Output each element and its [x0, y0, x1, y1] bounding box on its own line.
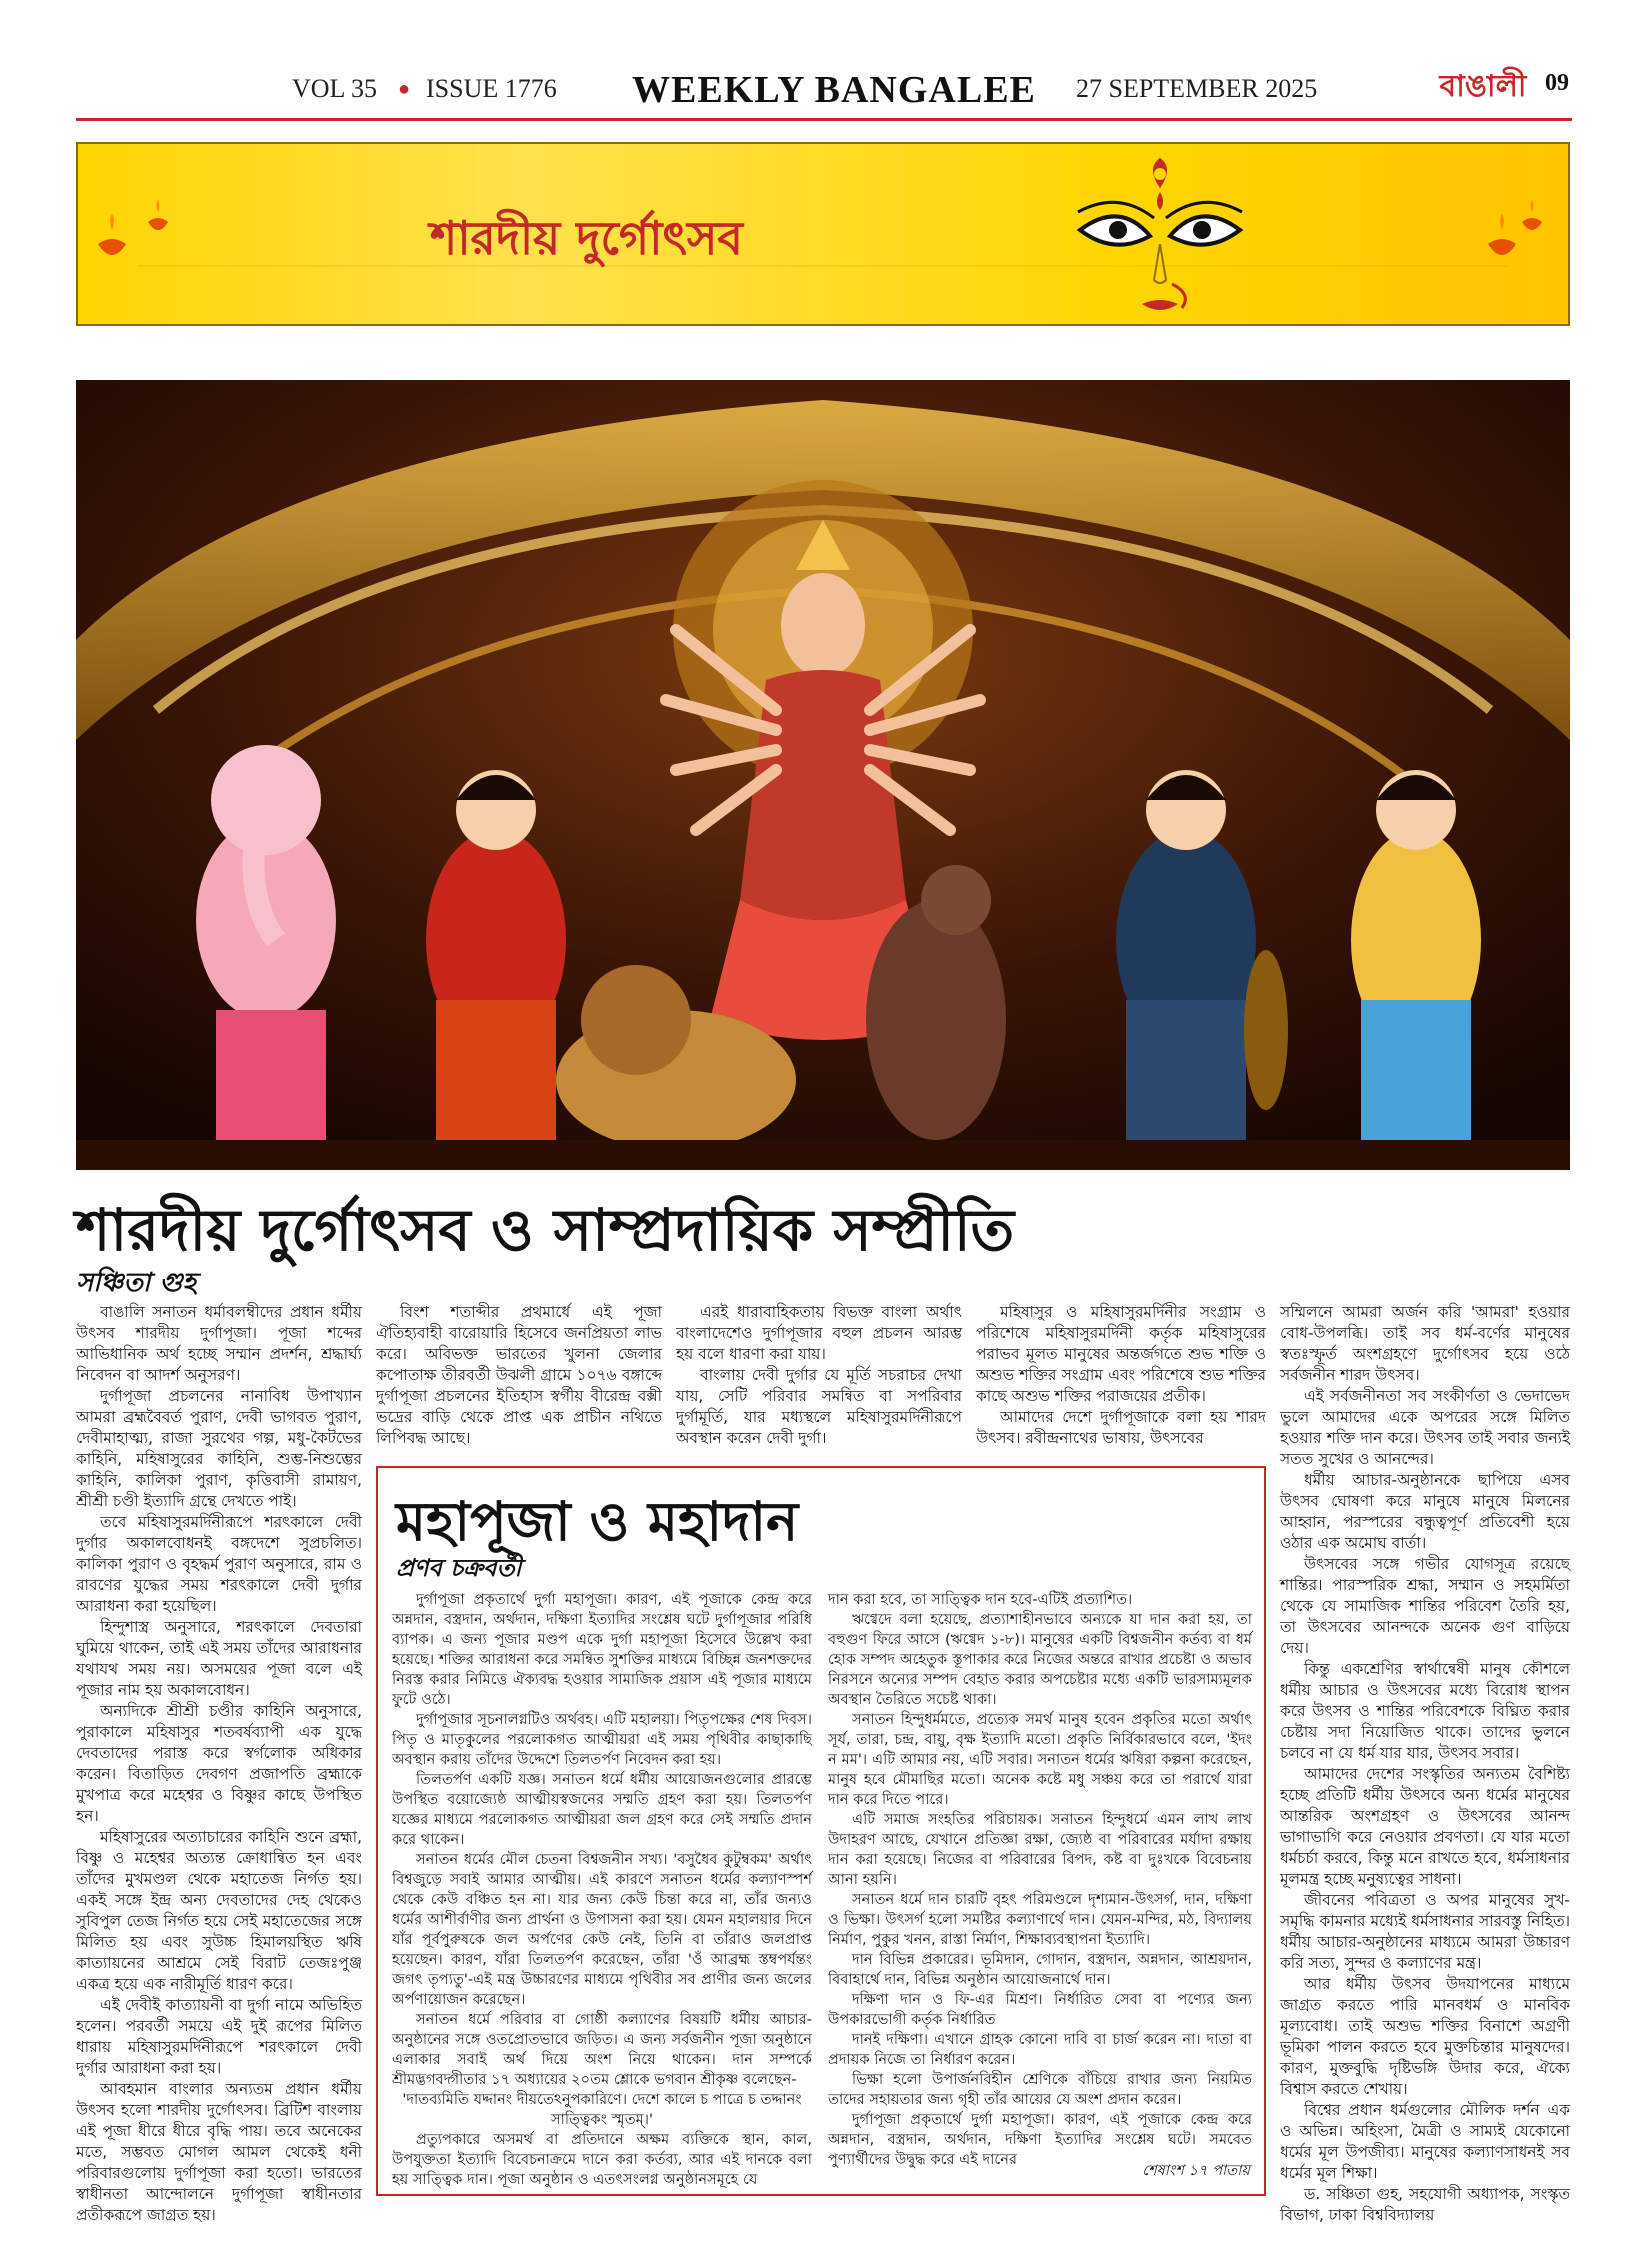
page-number: 09: [1545, 70, 1569, 96]
sidebar-byline: প্রণব চক্রবর্তী: [396, 1554, 522, 1582]
article-column-1: বাঙালি সনাতন ধর্মাবলম্বীদের প্রধান ধর্মীয় উৎসব শারদীয় দুর্গাপূজা। পূজা শব্দের আভিধানিক অর্থ হচ্ছে সম্মান প্রদর্শন, শ্রদ্ধার্ঘ্য নিবেদন বা আদর্শ অনুসরণ। দুর্গাপূজা প্রচলনের নানাবিধ উপাখ্যান আমরা ব্রহ্মবৈবর্ত পুরাণ, দেবী ভাগবত পুরাণ, দেবীমাহাত্ম্য, রাজা সুরথের গল্প, মধু-কৈটভের কাহিনি, মহিষাসুরের কাহিনি, শুম্ভ-নিশুম্ভের কাহিনি, কালিকা পুরাণ, কৃত্তিবাসী রামায়ণ, শ্রীশ্রী চণ্ডী ইত্যাদি গ্রন্থে দেখতে পাই। তবে মহিষাসুরমর্দিনীরূপে শরৎকালে দেবী দুর্গার অকালবোধনই বঙ্গদেশে সুপ্রচলিত। কালিকা পুরাণ ও বৃহদ্ধর্ম পুরাণ অনুসারে, রাম ও রাবণের যুদ্ধের সময় শরৎকালে দেবী দুর্গার আরাধনা করা হয়েছিল। হিন্দুশাস্ত্র অনুসারে, শরৎকালে দেবতারা ঘুমিয়ে থাকেন, তাই এই সময় তাঁদের আরাধনার যথাযথ সময় নয়। অসময়ের পূজা বলে এই পূজার নাম হয় অকালবোধন। অন্যদিকে শ্রীশ্রী চণ্ডীর কাহিনি অনুসারে, পুরাকালে মহিষাসুর শতবর্ষব্যাপী এক যুদ্ধে দেবতাদের পরাস্ত করে স্বর্গলোক অধিকার করেন। বিতাড়িত দেবগণ প্রজাপতি ব্রহ্মাকে মুখপাত্র করে মহেশ্বর ও বিষ্ণুর কাছে উপস্থিত হন। মহিষাসুরের অত্যাচারের কাহিনি শুনে ব্রহ্মা, বিষ্ণু ও মহেশ্বর অত্যন্ত ক্রোধান্বিত হন এবং তাঁদের মুখমণ্ডল থেকে মহাতেজ নির্গত হয়। একই সঙ্গে ইন্দ্র অন্য দেবতাদের দেহ থেকেও সুবিপুল তেজ নির্গত হয়ে সেই মহাতেজের সঙ্গে মিলিত হয় এবং সুউচ্চ হিমালয়স্থিত ঋষি কাত্যায়নের আশ্রমে সেই বিরাট তেজঃপুঞ্জ একত্র হয়ে এক নারীমূর্তি ধারণ করে। এই দেবীই কাত্যায়নী বা দুর্গা নামে অভিহিত হলেন। পরবর্তী সময়ে এই দুই রূপের মিলিত ধারায় মহিষাসুরমর্দিনীরূপে শরৎকালে দেবী দুর্গার আরাধনা করা হয়। আবহমান বাংলার অন্যতম প্রধান ধর্মীয় উৎসব হলো শারদীয় দুর্গোৎসব। ব্রিটিশ বাংলায় এই পূজা ধীরে ধীরে বৃদ্ধি পায়। তবে অনেকের মতে, সম্ভবত মোগল আমল থেকেই ধনী পরিবারগুলোয় দুর্গাপূজা করা হতো। ভারতের স্বাধীনতা আন্দোলনে দুর্গাপূজা স্বাধীনতার প্রতীকরূপে জাগ্রত হয়।: [76, 1303, 362, 2224]
durga-idol-photo: [76, 380, 1570, 1170]
issue-date: 27 SEPTEMBER 2025: [1076, 74, 1318, 103]
article-headline: শারদীয় দুর্গোৎসব ও সাম্প্রদায়িক সম্প্রীতি: [76, 1196, 1015, 1264]
article-byline: সঞ্চিতা গুহ: [76, 1268, 197, 1298]
durga-idol-illustration: [76, 380, 1570, 1170]
issue-label: ISSUE 1776: [426, 74, 557, 103]
continued-note: শেষাংশ ১৭ পাতায়: [1142, 2162, 1250, 2179]
sidebar-title: মহাপূজা ও মহাদান: [396, 1490, 799, 1553]
volume-label: VOL 35: [292, 74, 377, 103]
sidebar-column-right: দান করা হবে, তা সাত্ত্বিক দান হবে-এটিই প্রত্যাশিত। ঋগ্বেদে বলা হয়েছে, প্রত্যাশাহীনভাবে অন্যকে যা দান করা হয়, তা বহুগুণ ফিরে আসে (ঋগ্বেদ ১-৮)। মানুষের একটি বিশ্বজনীন কর্তব্য বা ধর্ম হোক সম্পদ অহেতুক স্তূপাকার করে নিজের অন্তরে রাখার প্রচেষ্টা ও অভাব নিরসনে অন্যের সম্পদ বেহাত করার অপচেষ্টার মধ্যে একটি ভারসাম্যমূলক অবস্থান তৈরিতে সচেষ্ট থাকা। সনাতন হিন্দুধর্মমতে, প্রত্যেক সমর্থ মানুষ হবেন প্রকৃতির মতো অর্থাৎ সূর্য, তারা, চন্দ্র, বায়ু, বৃক্ষ ইত্যাদি মতো। প্রকৃতি নির্বিকারভাবে বলে, 'ইদং ন মম'। এটি আমার নয়, এটি সবার। সনাতন ধর্মের ঋষিরা কল্পনা করেছেন, মানুষ হবে মৌমাছির মতো। অনেক কষ্টে মধু সঞ্চয় করে তা পরার্থে যারা দান করে দিতে পারে। এটি সমাজ সংহতির পরিচায়ক। সনাতন হিন্দুধর্মে এমন লাখ লাখ উদাহরণ আছে, যেখানে প্রতিজ্ঞা রক্ষা, জ্যেষ্ঠ বা পরিবারের মর্যাদা রক্ষায় দান করা হয়েছে। নিজের বা পরিবারের বিপদ, কষ্ট বা দুঃখকে বিবেচনায় আনা হয়নি। সনাতন ধর্মে দান চারটি বৃহৎ পরিমণ্ডলে দৃশ্যমান-উৎসর্গ, দান, দক্ষিণা ও ভিক্ষা। উৎসর্গ হলো সমষ্টির কল্যাণার্থে দান। যেমন-মন্দির, মঠ, বিদ্যালয় নির্মাণ, পুকুর খনন, রাস্তা নির্মাণ, শিক্ষাব্যবস্থাপনা ইত্যাদি। দান বিভিন্ন প্রকারের। ভূমিদান, গোদান, বস্ত্রদান, অন্নদান, আশ্রয়দান, বিবাহার্থে দান, বিভিন্ন অনুষ্ঠান আয়োজনার্থে দান। দক্ষিণা দান ও ফি-এর মিশ্রণ। নির্ধারিত সেবা বা পণ্যের জন্য উপকারভোগী কর্তৃক নির্ধারিত দানই দক্ষিণা। এখানে গ্রাহক কোনো দাবি বা চার্জ করেন না। দাতা বা প্রদায়ক নিজে তা নির্ধারণ করেন। ভিক্ষা হলো উপার্জনবিহীন শ্রেণিকে বাঁচিয়ে রাখার জন্য নিয়মিত তাদের সহায়তার জন্য গৃহী তাঁর আয়ের যে অংশ প্রদান করেন। দুর্গাপূজা প্রকৃতার্থে দুর্গা মহাপূজা। কারণ, এই পূজাকে কেন্দ্র করে অন্নদান, বস্ত্রদান, অর্থদান, দক্ষিণা ইত্যাদির সংশ্লেষ ঘটে। সমবেত পুণ্যার্থীদের উদ্বুদ্ধ করে এই দানের: [828, 1591, 1252, 2168]
section-banner: [76, 142, 1570, 326]
publication-logo: বাঙালী: [1428, 54, 1538, 120]
masthead-rule: [76, 118, 1572, 121]
durga-face-icon: [1060, 144, 1260, 328]
article-column-2: বিংশ শতাব্দীর প্রথমার্ধে এই পূজা ঐতিহ্যবাহী বারোয়ারি হিসেবে জনপ্রিয়তা লাভ করে। অবিভক্ত ভারতের খুলনা জেলার কপোতাক্ষ তীরবর্তী উঝলী গ্রামে ১০৭৬ বঙ্গাব্দে দুর্গাপূজা প্রচলনের ইতিহাস স্বর্গীয় বীরেন্দ্র বক্সী ভদ্রের বাড়ি থেকে প্রাপ্ত এক প্রাচীন নথিতে লিপিবদ্ধ আছে।: [376, 1303, 662, 1447]
author-note: ড. সঞ্চিতা গুহ, সহযোগী অধ্যাপক, সংস্কৃত বিভাগ, ঢাকা বিশ্ববিদ্যালয়: [1280, 2185, 1570, 2224]
sidebar-column-left: দুর্গাপূজা প্রকৃতার্থে দুর্গা মহাপূজা। কারণ, এই পূজাকে কেন্দ্র করে অন্নদান, বস্ত্রদান, অর্থদান, দক্ষিণা ইত্যাদির সংশ্লেষ ঘটে দুর্গাপূজার পরিধি ব্যাপক। এ জন্য পূজার মণ্ডপ একে দুর্গা মহাপূজা হিসেবে উল্লেখ করা হয়েছে। শক্তির আরাধনা করে সমন্বিত সুশক্তির মাধ্যমে বিচ্ছিন্ন জনশক্তদের নিরস্ত করার নিমিত্তে ঐক্যবদ্ধ হওয়ার সামাজিক প্রয়াস এই পূজার মাধ্যমে ফুটে ওঠে। দুর্গাপূজার সূচনালগ্নটিও অর্থবহ। এটি মহালয়া। পিতৃপক্ষের শেষ দিবস। পিতৃ ও মাতৃকুলের পরলোকগত আত্মীয়রা এই সময় পৃথিবীর কাছাকাছি অবস্থান করায় তাঁদের উদ্দেশে তিলতর্পণ নিবেদন করা হয়। তিলতর্পণ একটি যজ্ঞ। সনাতন ধর্মে ধর্মীয় আয়োজনগুলোর প্রারম্ভে উপস্থিত বয়োজ্যেষ্ঠ আত্মীয়স্বজনের সম্মতি গ্রহণ করা হয়। তিলতর্পণ যজ্ঞের মাধ্যমে পরলোকগত আত্মীয়রা জল গ্রহণ করে সেই সম্মতি প্রদান করে থাকেন। সনাতন ধর্মের মৌল চেতনা বিশ্বজনীন সখ্য। 'বসুধৈব কুটুম্বকম' অর্থাৎ বিশ্বজুড়ে সবাই আমার আত্মীয়। এই কারণে সনাতন ধর্মের কল্যাণস্পর্শ থেকে কেউ বঞ্চিত হন না। যার জন্য কেউ চিন্তা করে না, তাঁর জন্যও ধর্মের আশীর্বাণীর জন্য প্রার্থনা ও উপাসনা করা হয়। যেমন মহালয়ার দিনে যাঁর পূর্বপুরুষকে জল অর্পণের কেউ নেই, তিনি বা তাঁরাও জলপ্রাপ্ত হয়েছেন। কারণ, যাঁরা তিলতর্পণ করেছেন, তাঁরা 'ওঁ আব্রহ্ম স্তম্বপর্যন্তং জগৎ তৃপ্যতু'-এই মন্ত্র উচ্চারণের মাধ্যমে পৃথিবীর সব প্রাণীর জন্য জলের অর্পণায়োজন করেছেন। সনাতন ধর্মে পরিবার বা গোষ্ঠী কল্যাণের বিষয়টি ধর্মীয় আচার-অনুষ্ঠানের সঙ্গে ওতপ্রোতভাবে জড়িত। এ জন্য সর্বজনীন পূজা অনুষ্ঠানে এলাকার সবাই অর্থ দিয়ে অংশ নিয়ে থাকেন। দান সম্পর্কে শ্রীমদ্ভগবদ্গীতার ১৭ অধ্যায়ের ২০তম শ্লোকে ভগবান শ্রীকৃষ্ণ বলেছেন- 'দাতব্যমিতি যদ্দানং দীয়তেঽনুপকারিণে। দেশে কালে চ পাত্রে চ তদ্দানং সাত্ত্বিকং স্মৃতম্।' প্রত্যুপকারে অসমর্থ বা প্রতিদানে অক্ষম ব্যক্তিকে স্থান, কাল, উপযুক্ততা ইত্যাদি বিবেচনাক্রমে দানে করা কর্তব্য, আর এই দানকে বলা হয় সাত্ত্বিক দান। পূজা অনুষ্ঠান ও এতৎসংলগ্ন অনুষ্ঠানসমূহে যে: [392, 1591, 812, 2188]
article-column-3: এরই ধারাবাহিকতায় বিভক্ত বাংলা অর্থাৎ বাংলাদেশেও দুর্গাপূজার বহুল প্রচলন আরম্ভ হয় বলে ধারণা করা যায়। বাংলায় দেবী দুর্গার যে মূর্তি সচরাচর দেখা যায়, সেটি পরিবার সমন্বিত বা সপরিবার দুর্গামূর্তি, যার মধ্যস্থলে মহিষাসুরমর্দিনীরূপে অবস্থান করেন দেবী দুর্গা।: [676, 1303, 962, 1447]
banner-title: শারদীয় দুর্গোৎসব: [430, 211, 744, 265]
publication-title: WEEKLY BANGALEE: [632, 69, 1036, 111]
diya-lamp-icon: [78, 144, 1572, 328]
masthead: [0, 0, 1650, 120]
article-column-5: সম্মিলনে আমরা অর্জন করি 'আমরা' হওয়ার বোধ-উপলব্ধি। তাই সব ধর্ম-বর্ণের মানুষের স্বতঃস্ফূর্ত অংশগ্রহণে দুর্গোৎসব হয়ে ওঠে সর্বজনীন শারদ উৎসব। এই সর্বজনীনতা সব সংকীর্ণতা ও ভেদাভেদ ভুলে আমাদের একে অপরের সঙ্গে মিলিত হওয়ার শক্তি দান করে। উৎসব তাই সবার জন্যই সতত সুখের ও আনন্দের। ধর্মীয় আচার-অনুষ্ঠানকে ছাপিয়ে এসব উৎসব ঘোষণা করে মানুষে মানুষে মিলনের আহ্বান, পরস্পরের বন্ধুত্বপূর্ণ প্রতিবেশী হয়ে ওঠার এক অমোঘ বার্তা। উৎসবের সঙ্গে গভীর যোগসূত্র রয়েছে শান্তির। পারস্পরিক শ্রদ্ধা, সম্মান ও সহমর্মিতা থেকে যে সামাজিক শান্তির পরিবেশ তৈরি হয়, তা উৎসবের আনন্দকে অনেক গুণ বাড়িয়ে দেয়। কিন্তু একশ্রেণির স্বার্থান্বেষী মানুষ কৌশলে ধর্মীয় আচার ও উৎসবের মধ্যে বিরোধ স্থাপন করে উৎসব ও শান্তির পরিবেশকে বিঘ্নিত করার চেষ্টায় সদা নিয়োজিত থাকে। তাদের ভুলনে চলবে না যে ধর্ম যার যার, উৎসব সবার। আমাদের দেশের সংস্কৃতির অন্যতম বৈশিষ্ট্য হচ্ছে প্রতিটি ধর্মীয় উৎসবে অন্য ধর্মের মানুষের আন্তরিক অংশগ্রহণ ও উৎসবের আনন্দ ভাগাভাগি করে নেওয়ার প্রবণতা। যে যার মতো ধর্মচর্চা করবে, কিন্তু মনে রাখতে হবে, ধর্মসাধনার মূলমন্ত্র হচ্ছে মনুষ্যত্বের সাধনা। জীবনের পবিত্রতা ও অপর মানুষের সুখ-সমৃদ্ধি কামনার মধ্যেই ধর্মসাধনার সারবস্তু নিহিত। ধর্মীয় আচার-অনুষ্ঠানের মাধ্যমে আমরা উচ্চারণ করি সত্য, সুন্দর ও কল্যাণের মন্ত্র। আর ধর্মীয় উৎসব উদযাপনের মাধ্যমে জাগ্রত করতে পারি মানবধর্ম ও মানবিক মূল্যবোধ। তাই অশুভ শক্তির বিনাশে অগ্রণী ভূমিকা পালন করতে হবে মুক্তচিন্তার মানুষদের। কারণ, মুক্তবুদ্ধি দৃষ্টিভঙ্গি উদার করে, ঐক্যে বিশ্বাস করতে শেখায়। বিশ্বের প্রধান ধর্মগুলোর মৌলিক দর্শন এক ও অভিন্ন। অহিংসা, মৈত্রী ও সাম্যই যেকোনো ধর্মের মূল উপজীব্য। মানুষের কল্যাণসাধনই সব ধর্মের মূল শিক্ষা। ড. সঞ্চিতা গুহ, সহযোগী অধ্যাপক, সংস্কৃত বিভাগ, ঢাকা বিশ্ববিদ্যালয়: [1280, 1303, 1570, 2224]
article-column-4: মহিষাসুর ও মহিষাসুরমর্দিনীর সংগ্রাম ও পরিশেষে মহিষাসুরমর্দিনী কর্তৃক মহিষাসুরের পরাভব মূলত মানুষের অন্তর্জগতে শুভ শক্তি ও অশুভ শক্তির সংগ্রাম এবং পরিশেষে শুভ শক্তির কাছে অশুভ শক্তির পরাজয়ের প্রতীক। আমাদের দেশে দুর্গাপূজাকে বলা হয় শারদ উৎসব। রবীন্দ্রনাথের ভাষায়, উৎসবের: [976, 1303, 1266, 1447]
separator-dot-icon: ●: [398, 78, 411, 100]
